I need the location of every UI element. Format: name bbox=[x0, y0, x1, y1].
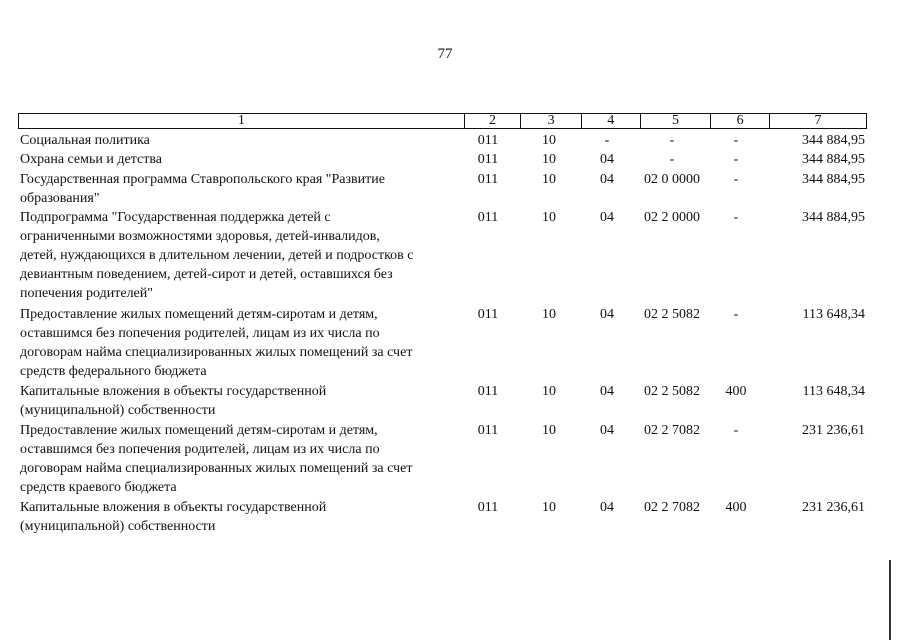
row-name-line: Государственная программа Ставропольского края "Развитие bbox=[20, 172, 385, 187]
row-name-line: оставшимся без попечения родителей, лицам из их числа по bbox=[20, 326, 380, 341]
col-2-value: 011 bbox=[477, 210, 499, 225]
col-2-value: 011 bbox=[477, 172, 499, 187]
row-name bbox=[20, 131, 460, 150]
row-name-line: Предоставление жилых помещений детям-сиротам и детям, bbox=[20, 307, 378, 322]
header-cell-3: 3 bbox=[521, 114, 582, 129]
col-3-value: 10 bbox=[542, 500, 556, 515]
col-5-value: 02 2 7082 bbox=[644, 500, 700, 515]
header-cell-6: 6 bbox=[711, 114, 770, 129]
col-5-value: 02 2 0000 bbox=[644, 210, 700, 225]
row-name-line: Охрана семьи и детства bbox=[20, 152, 162, 167]
col-4-value: 04 bbox=[600, 384, 614, 399]
row-name-line: ограниченными возможностями здоровья, детей-инвалидов, bbox=[20, 229, 380, 244]
row-name-line: Капитальные вложения в объекты государственной bbox=[20, 384, 327, 399]
page-number: 77 bbox=[437, 46, 453, 62]
col-6-value: - bbox=[733, 423, 739, 438]
row-name-line: Подпрограмма "Государственная поддержка детей с bbox=[20, 210, 331, 225]
col-3-value: 10 bbox=[542, 172, 556, 187]
row-name-line: Предоставление жилых помещений детям-сиротам и детям, bbox=[20, 423, 378, 438]
col-7-value: 231 236,61 bbox=[802, 423, 865, 438]
scan-edge-line bbox=[889, 560, 891, 640]
header-cell-4: 4 bbox=[581, 114, 640, 129]
row-name bbox=[20, 170, 460, 208]
col-6-value: - bbox=[733, 172, 739, 187]
col-2-value: 011 bbox=[477, 133, 499, 148]
header-cell-2: 2 bbox=[464, 114, 521, 129]
col-6-value: - bbox=[733, 133, 739, 148]
col-7-value: 113 648,34 bbox=[802, 307, 865, 322]
row-name-line: детей, нуждающихся в длительном лечении, детей и подростков с bbox=[20, 248, 414, 263]
header-row bbox=[19, 114, 867, 129]
col-5-value: - bbox=[669, 133, 675, 148]
row-name bbox=[20, 150, 460, 169]
col-7-value: 344 884,95 bbox=[802, 210, 865, 225]
col-6-value: - bbox=[733, 210, 739, 225]
row-name-line: девиантным поведением, детей-сирот и детей, оставшихся без bbox=[20, 267, 393, 282]
col-7-value: 113 648,34 bbox=[802, 384, 865, 399]
col-2-value: 011 bbox=[477, 384, 499, 399]
column-number-header bbox=[18, 113, 867, 129]
col-7-value: 344 884,95 bbox=[802, 152, 865, 167]
row-name-line: Социальная политика bbox=[20, 133, 150, 148]
row-name bbox=[20, 382, 460, 420]
header-cell-1: 1 bbox=[19, 114, 465, 129]
row-name bbox=[20, 421, 460, 497]
col-3-value: 10 bbox=[542, 307, 556, 322]
col-2-value: 011 bbox=[477, 500, 499, 515]
col-6-value: 400 bbox=[725, 384, 747, 399]
row-name-line: оставшимся без попечения родителей, лицам из их числа по bbox=[20, 442, 380, 457]
col-4-value: 04 bbox=[600, 172, 614, 187]
col-5-value: 02 2 7082 bbox=[644, 423, 700, 438]
col-4-value: - bbox=[604, 133, 610, 148]
col-4-value: 04 bbox=[600, 152, 614, 167]
col-4-value: 04 bbox=[600, 423, 614, 438]
col-5-value: 02 0 0000 bbox=[644, 172, 700, 187]
col-6-value: - bbox=[733, 307, 739, 322]
row-name bbox=[20, 208, 460, 303]
col-5-value: 02 2 5082 bbox=[644, 384, 700, 399]
header-cell-5: 5 bbox=[640, 114, 711, 129]
col-3-value: 10 bbox=[542, 152, 556, 167]
col-7-value: 344 884,95 bbox=[802, 133, 865, 148]
col-3-value: 10 bbox=[542, 133, 556, 148]
col-3-value: 10 bbox=[542, 210, 556, 225]
col-6-value: - bbox=[733, 152, 739, 167]
col-3-value: 10 bbox=[542, 423, 556, 438]
row-name-line: образования" bbox=[20, 191, 100, 206]
col-6-value: 400 bbox=[725, 500, 747, 515]
col-5-value: - bbox=[669, 152, 675, 167]
row-name-line: договорам найма специализированных жилых помещений за счет bbox=[20, 345, 413, 360]
col-2-value: 011 bbox=[477, 423, 499, 438]
row-name bbox=[20, 498, 460, 536]
col-4-value: 04 bbox=[600, 307, 614, 322]
col-5-value: 02 2 5082 bbox=[644, 307, 700, 322]
col-4-value: 04 bbox=[600, 500, 614, 515]
row-name-line: (муниципальной) собственности bbox=[20, 519, 216, 534]
row-name bbox=[20, 305, 460, 381]
row-name-line: средств федерального бюджета bbox=[20, 364, 207, 379]
row-name-line: договорам найма специализированных жилых помещений за счет bbox=[20, 461, 413, 476]
col-2-value: 011 bbox=[477, 152, 499, 167]
col-7-value: 344 884,95 bbox=[802, 172, 865, 187]
col-2-value: 011 bbox=[477, 307, 499, 322]
row-name-line: (муниципальной) собственности bbox=[20, 403, 216, 418]
col-7-value: 231 236,61 bbox=[802, 500, 865, 515]
col-4-value: 04 bbox=[600, 210, 614, 225]
header-cell-7: 7 bbox=[769, 114, 866, 129]
row-name-line: попечения родителей" bbox=[20, 286, 153, 301]
row-name-line: Капитальные вложения в объекты государственной bbox=[20, 500, 327, 515]
row-name-line: средств краевого бюджета bbox=[20, 480, 177, 495]
col-3-value: 10 bbox=[542, 384, 556, 399]
